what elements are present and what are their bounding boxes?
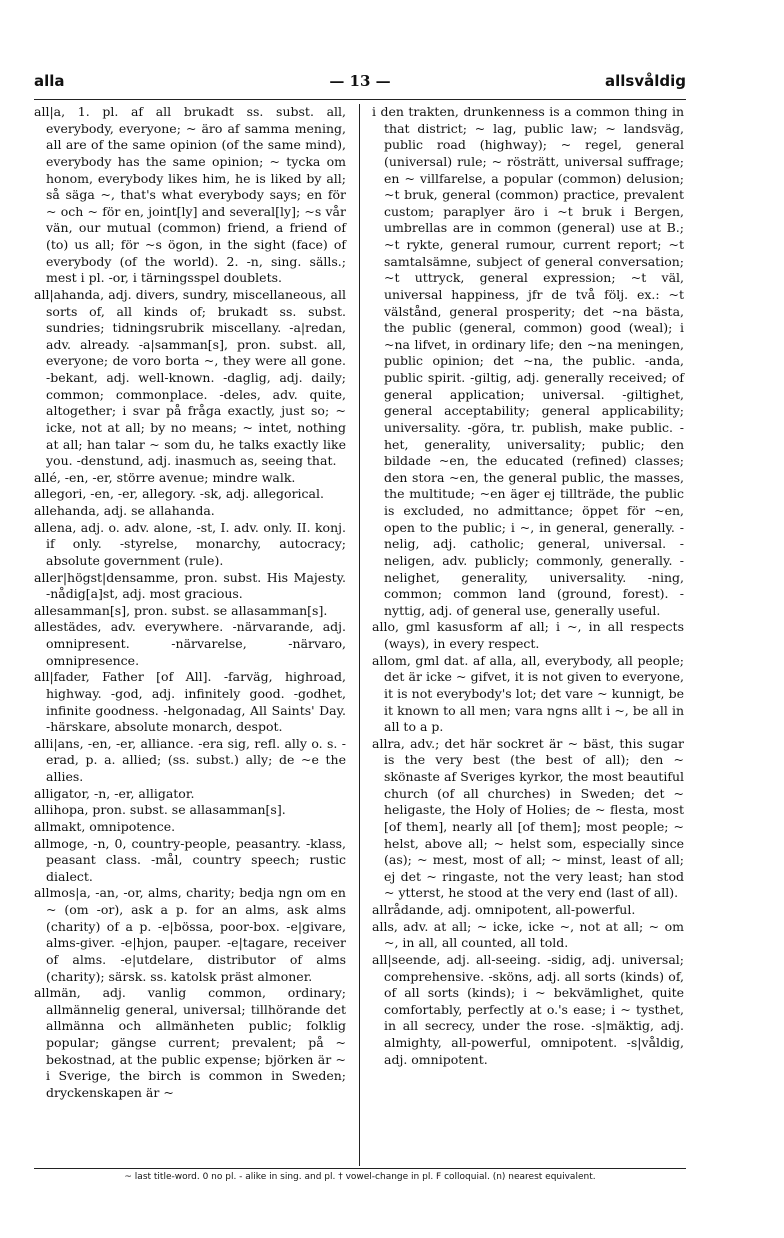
footer-rule bbox=[34, 1168, 686, 1169]
entry: allmän, adj. vanlig common, ordinary; allmännelig general, universal; tillhörande det allmänna och allmänheten public; folklig popular; gängse current; prevalent; på ~ bekostnad, at the public expense; björken är ~ i Sverige, the birch is common in Sweden; dryckenskapen är ~ bbox=[34, 985, 346, 1100]
entry: allegori, -en, -er, allegory. -sk, adj. allegorical. bbox=[34, 486, 324, 502]
entry: aller|högst|densamme, pron. subst. His Majesty. -nådig[a]st, adj. most gracious. bbox=[34, 569, 346, 602]
entry: allmos|a, -an, -or, alms, charity; bedja ngn om en ~ (om -or), ask a p. for an alms, ask alms (charity) of a p. -e|bössa, poor-box. -e|givare, alms-giver. -e|hjon, pauper. -e|tagare, receiver of alms. -e|utdelare, distributor of alms (charity); särsk. ss. katolsk präst almoner. bbox=[34, 885, 346, 984]
running-header bbox=[34, 72, 686, 96]
entry: allihopa, pron. subst. se allasamman[s]. bbox=[34, 802, 286, 818]
entry: all|fader, Father [of All]. -farväg, highroad, highway. -god, adj. infinitely good. -godhet, infinite goodness. -helgonadag, All Saints' Day. -härskare, absolute monarch, despot. bbox=[34, 669, 346, 735]
header-rule bbox=[34, 99, 686, 100]
column-divider bbox=[359, 104, 360, 1166]
entry: alli|ans, -en, -er, alliance. -era sig, refl. ally o. s. -erad, p. a. allied; (ss. subst.) ally; de ~e the allies. bbox=[34, 735, 346, 784]
entry: all|seende, adj. all-seeing. -sidig, adj. universal; comprehensive. -sköns, adj. all sorts (kinds) of, of all sorts (kinds); i ~ bekvämlighet, quite comfortably, perfectly at o.'s ease; i ~ tysthet, in all secrecy, under the rose. -s|mäktig, adj. almighty, all-powerful, omnipotent. -s|våldig, adj. omnipotent. bbox=[372, 951, 684, 1067]
entry: alligator, -n, -er, alligator. bbox=[34, 785, 195, 801]
entry: allehanda, adj. se allahanda. bbox=[34, 503, 215, 518]
entry: allena, adj. o. adv. alone, -st, I. adv. only. II. konj. if only. -styrelse, monarchy, autocracy; absolute government (rule). bbox=[34, 519, 346, 568]
entry: allé, -en, -er, större avenue; mindre walk. bbox=[34, 469, 296, 485]
entry: allestädes, adv. everywhere. -närvarande, adj. omnipresent. -närvarelse, -närvaro, omnipresence. bbox=[34, 619, 346, 668]
left-column bbox=[34, 104, 346, 1102]
right-column bbox=[372, 104, 684, 1068]
entry: allrådande, adj. omnipotent, all-powerful. bbox=[372, 902, 636, 917]
entry: i den trakten, drunkenness is a common thing in that district; ~ lag, public law; ~ landsväg, public road (highway); ~ regel, general (universal) rule; ~ rösträtt, universal suffrage; en ~ villfarelse, a popular (common) delusion; ~t bruk, general (common) practice, prevalent custom; paraplyer äro i ~t bruk i Bergen, umbrellas are in common (general) use at B.; ~t rykte, general rumour, current report; ~t samtalsämne, subject of general conversation; ~t uttryck, general expression; ~t väl, universal happiness, jfr de två följ. ex.: ~t välstånd, general prosperity; det ~na bästa, the public (general, common) good (weal); i ~na lifvet, in ordinary life; den ~na meningen, public opinion; det ~na, the public. -anda, public spirit. -giltig, adj. generally received; of general application; universal. -giltighet, general acceptability; general applicability; universality. -göra, tr. publish, make public. -het, generality, universality; public; den bildade ~en, the educated (refined) classes; den stora ~en, the general public, the masses, the multitude; ~en äger ej tillträde, the public is excluded, no admittance; öppet för ~en, open to the public; i ~, in general, generally. -nelig, adj. catholic; general, universal. -neligen, adv. publicly; commonly, generally. -nelighet, generality, universality. -ning, common; common land (ground, forest). -nyttig, adj. of general use, generally useful. bbox=[372, 104, 684, 618]
right-guideword: allsvåldig bbox=[605, 72, 686, 90]
entry: all|a, 1. pl. af all brukadt ss. subst. all, everybody, everyone; ~ äro af samma mening, all are of the same opinion (of the same mind), everybody has the same opinion; ~ tycka om honom, everybody likes him, he is liked by all; så säga ~, that's what everybody says; en för ~ och ~ för en, joint[ly] and several[ly]; ~s vår vän, our mutual (common) friend, a friend of (to) us all; för ~s ögon, in the sight (face) of everybody (of the world). 2. -n, sing. sälls.; mest i pl. -or, i tärningsspel doublets. bbox=[34, 104, 346, 286]
entry: allmoge, -n, 0, country-people, peasantry. -klass, peasant class. -mål, country speech; rustic dialect. bbox=[34, 835, 346, 884]
entry: allmakt, omnipotence. bbox=[34, 818, 176, 834]
page-number: — 13 — bbox=[329, 72, 391, 90]
entry: all|ahanda, adj. divers, sundry, miscellaneous, all sorts of, all kinds of; brukadt ss. subst. sundries; tidningsrubrik miscellany. -a|redan, adv. already. -a|samman[s], pron. subst. all, everyone; de voro borta ~, they were all gone. -bekant, adj. well-known. -daglig, adj. daily; common; commonplace. -deles, adv. quite, altogether; i svar på fråga exactly, just so; ~ icke, not at all; by no means; ~ intet, nothing at all; han talar ~ som du, he talks exactly like you. -denstund, adj. inasmuch as, seeing that. bbox=[34, 286, 346, 469]
entry: allra, adv.; det här sockret är ~ bäst, this sugar is the very best (the best of all); den ~ skönaste af Sveriges kyrkor, the most beautiful church (of all churches) in Sweden; det ~ heligaste, the Holy of Holies; de ~ flesta, most [of them], nearly all [of them]; most people; ~ helst, above all; ~ helst som, especially since (as); ~ mest, most of all; ~ minst, least of all; ej det ~ ringaste, not the very least; han stod ~ ytterst, he stood at the very end (last of all). bbox=[372, 735, 684, 901]
entry: allo, gml kasusform af all; i ~, in all respects (ways), in every respect. bbox=[372, 619, 684, 651]
left-guideword: alla bbox=[34, 72, 65, 90]
entry: allesamman[s], pron. subst. se allasamman[s]. bbox=[34, 602, 328, 618]
entry: alls, adv. at all; ~ icke, icke ~, not at all; ~ om ~, in all, all counted, all told. bbox=[372, 918, 684, 951]
abbreviation-legend: ~ last title-word. 0 no pl. - alike in sing. and pl. † vowel-change in pl. F colloquial. (n) nearest equivalent. bbox=[124, 1172, 596, 1182]
entry: allom, gml dat. af alla, all, everybody, all people; det är icke ~ gifvet, it is not given to everyone, it is not everybody's lot; det vare ~ kunnigt, be it known to all men; vara ngns allt i ~, be all in all to a p. bbox=[372, 652, 684, 735]
